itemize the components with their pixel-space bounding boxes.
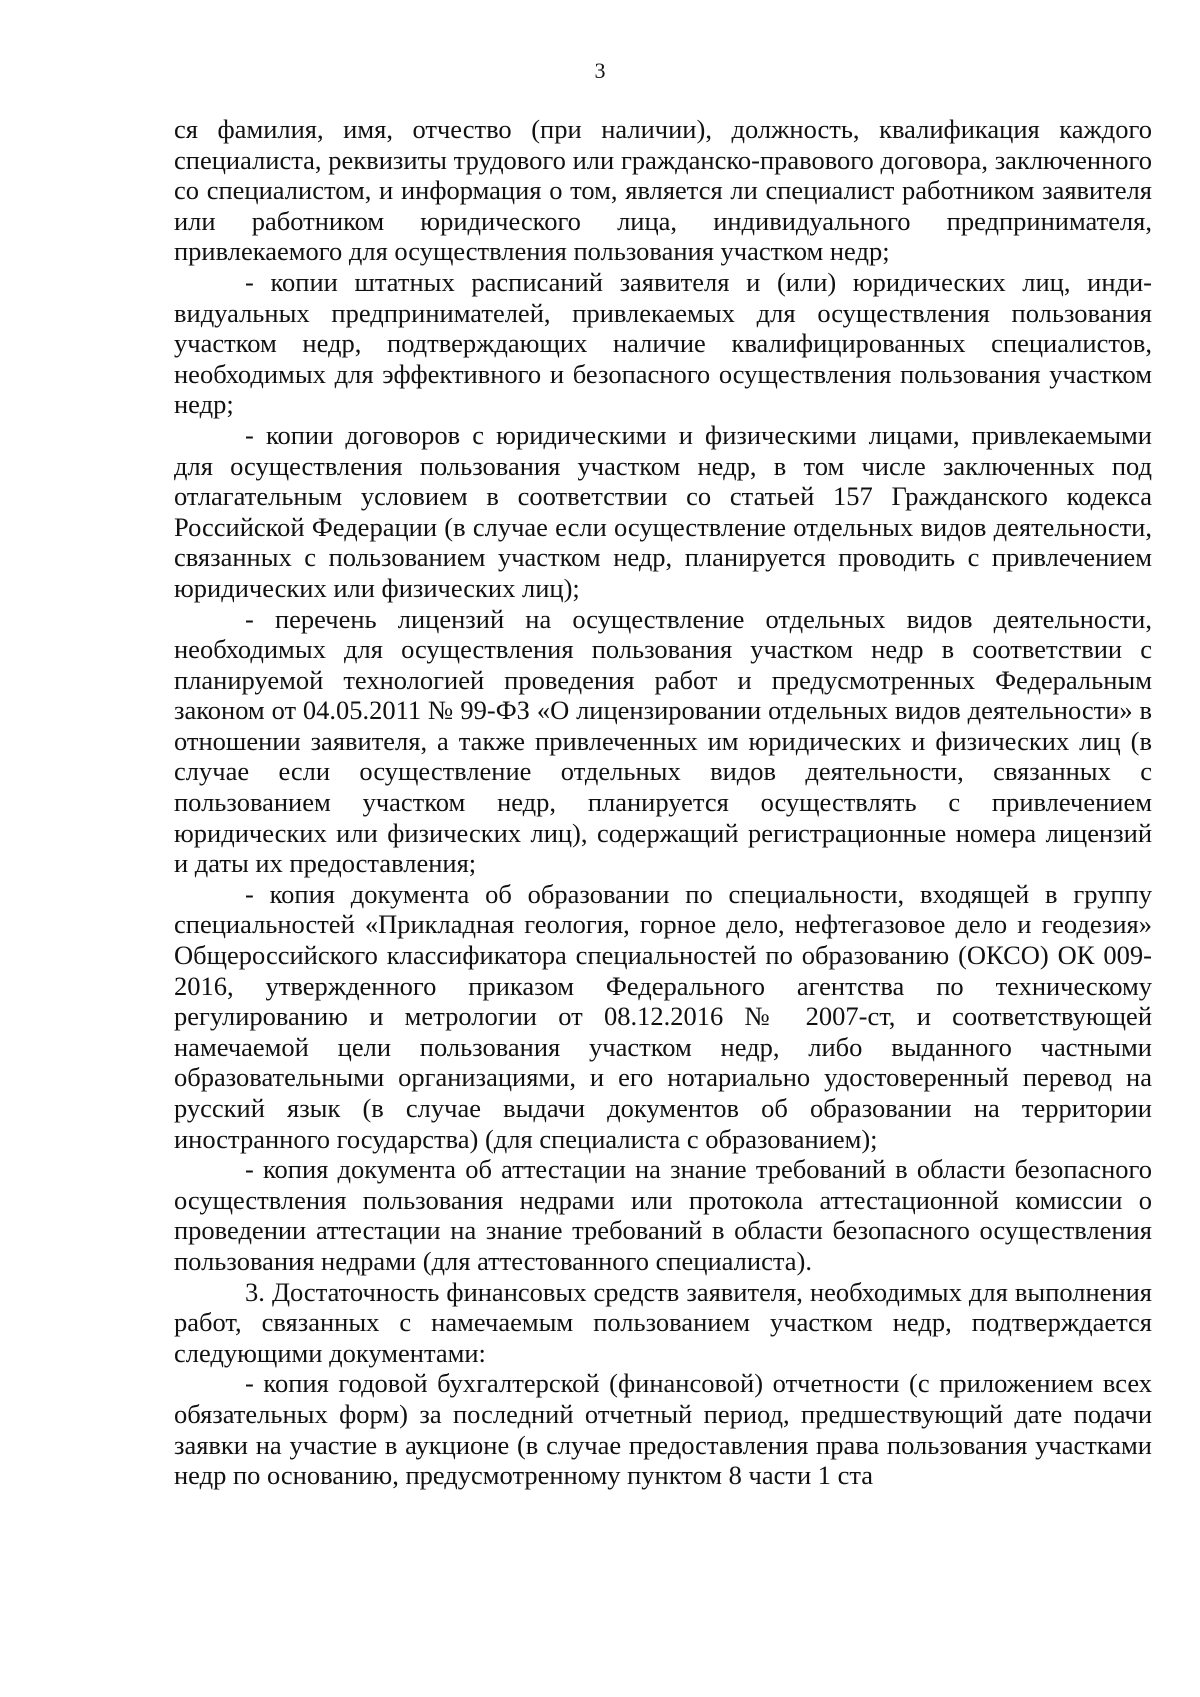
paragraph-education-document: - копия документа об образовании по специальности, входящей в группу специальностей «Прикладная геология, горное дело, нефтегазовое дело и геодезия» Общероссийского классификатора специальностей по образованию (ОКСО) ОК 009-2016, утвержденного приказом Федерального агентства по техническому регулированию и метрологии от 08.12.2016 № 2007-ст, и соответствующей намечаемой цели пользования участком недр, либо выданного частными образовательными организациями, и его нотариально удостоверенный перевод на русский язык (в случае выдачи документов об образовании на территории иностранного государства) (для специалиста с образованием); xyxy=(174,878,1152,1154)
paragraph-continuation: ся фамилия, имя, отчество (при наличии), должность, квалификация каждого специалиста, реквизиты трудового или гражданско-правового договора, заключенного со специалистом, и информация о том, является ли специалист работником заявителя или работником юридического лица, индивидуального предпринимателя, привлекаемого для осуществления пользования участком недр; xyxy=(174,114,1152,267)
paragraph-annual-accounting: - копия годовой бухгалтерской (финансовой) отчетности (с приложением всех обязательных форм) за последний отчетный период, предшествующий дате подачи заявки на участие в аукционе (в случае предоставления права пользования участками недр по основанию, предусмотренному пунктом 8 части 1 ста xyxy=(174,1368,1152,1491)
paragraph-financial-sufficiency: 3. Достаточность финансовых средств заявителя, необходимых для выполнения работ, связанных с намечаемым пользованием участком недр, подтверждается следующими документами: xyxy=(174,1276,1152,1368)
paragraph-licenses-list: - перечень лицензий на осуществление отдельных видов деятельности, необходимых для осуществления пользования участком недр в соответствии с планируемой технологией проведения работ и предусмотренных Федеральным законом от 04.05.2011 № 99-ФЗ «О лицензировании отдельных видов деятельности» в отношении заявителя, а также привлеченных им юридических и физических лиц (в случае если осуществление отдельных видов деятельности, связанных с пользованием участком недр, планируется осуществлять с привлечением юридических или физических лиц), содержащий регистрационные номера лицензий и даты их предоставления; xyxy=(174,603,1152,879)
page-number: 3 xyxy=(594,58,606,83)
document-body xyxy=(174,114,1152,1491)
paragraph-contracts: - копии договоров с юридическими и физическими лицами, привлекаемыми для осуществления пользования участком недр, в том числе заключенных под отлагательным условием в соответствии со статьей 157 Гражданского кодекса Российской Федерации (в случае если осуществление отдельных видов деятельности, связанных с пользованием участком недр, планируется проводить с привлечением юридических или физических лиц); xyxy=(174,419,1152,603)
paragraph-attestation-document: - копия документа об аттестации на знание требований в области безопасного осуществления пользования недрами или протокола аттестационной комиссии о проведении аттестации на знание требований в области безопасного осуществления пользования недрами (для аттестованного специалиста). xyxy=(174,1154,1152,1276)
paragraph-staff-schedules: - копии штатных расписаний заявителя и (или) юридических лиц, индивидуальных предпринимателей, привлекаемых для осуществления пользования участком недр, подтверждающих наличие квалифицированных специалистов, необходимых для эффективного и безопасного осуществления пользования участком недр; xyxy=(174,266,1152,420)
